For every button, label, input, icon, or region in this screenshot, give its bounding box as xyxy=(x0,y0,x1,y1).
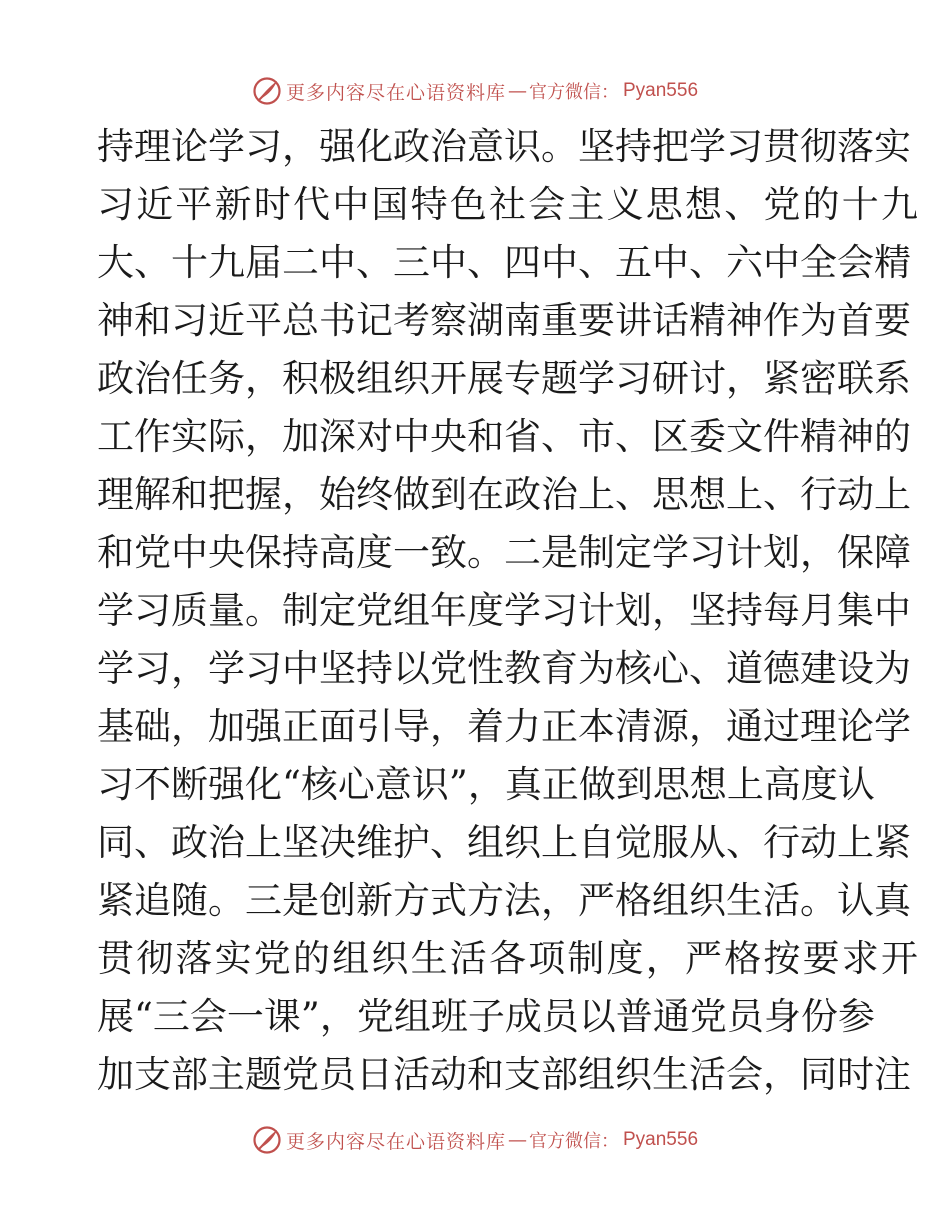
body-line-10: 学习，学习中坚持以党性教育为核心、道德建设为 xyxy=(97,647,911,690)
footer-watermark xyxy=(0,1123,950,1157)
body-line-4: 神和习近平总书记考察湖南重要讲话精神作为首要 xyxy=(97,299,911,342)
body-line-5: 政治任务，积极组织开展专题学习研讨，紧密联系 xyxy=(97,357,911,400)
body-line-3: 大、十九届二中、三中、四中、五中、六中全会精 xyxy=(97,241,911,284)
body-line-6: 工作实际，加深对中央和省、市、区委文件精神的 xyxy=(97,415,911,458)
body-line-13: 同、政治上坚决维护、组织上自觉服从、行动上紧 xyxy=(97,821,911,864)
watermark-title: 更多内容尽在心语资料库 xyxy=(285,81,506,104)
watermark-title: 更多内容尽在心语资料库 xyxy=(285,1130,506,1153)
body-line-1: 持理论学习，强化政治意识。坚持把学习贯彻落实 xyxy=(97,125,911,168)
body-line-17: 加支部主题党员日活动和支部组织生活会，同时注 xyxy=(97,1053,911,1096)
body-line-8: 和党中央保持高度一致。二是制定学习计划，保障 xyxy=(97,531,911,574)
body-line-9: 学习质量。制定党组年度学习计划，坚持每月集中 xyxy=(97,589,911,632)
watermark-official-label: 官方微信： xyxy=(529,82,619,103)
body-line-2: 习近平新时代中国特色社会主义思想、党的十九 xyxy=(97,183,921,226)
body-line-12: 习不断强化“核心意识”，真正做到思想上高度认 xyxy=(97,763,875,806)
quill-logo-icon xyxy=(252,76,282,106)
body-line-16: 展“三会一课”，党组班子成员以普通党员身份参 xyxy=(97,995,875,1038)
watermark-dash: — xyxy=(508,80,527,102)
quill-logo-icon xyxy=(252,1125,282,1155)
document-body xyxy=(97,118,921,1104)
body-line-11: 基础，加强正面引导，着力正本清源，通过理论学 xyxy=(97,705,911,748)
body-line-14: 紧追随。三是创新方式方法，严格组织生活。认真 xyxy=(97,879,911,922)
header-watermark xyxy=(0,74,950,108)
watermark-wechat-id: Pyan556 xyxy=(623,1129,699,1150)
body-line-15: 贯彻落实党的组织生活各项制度，严格按要求开 xyxy=(97,937,921,980)
watermark-wechat-id: Pyan556 xyxy=(623,80,699,101)
watermark-official-label: 官方微信： xyxy=(529,1131,619,1152)
body-line-7: 理解和把握，始终做到在政治上、思想上、行动上 xyxy=(97,473,911,516)
watermark-dash: — xyxy=(508,1129,527,1151)
